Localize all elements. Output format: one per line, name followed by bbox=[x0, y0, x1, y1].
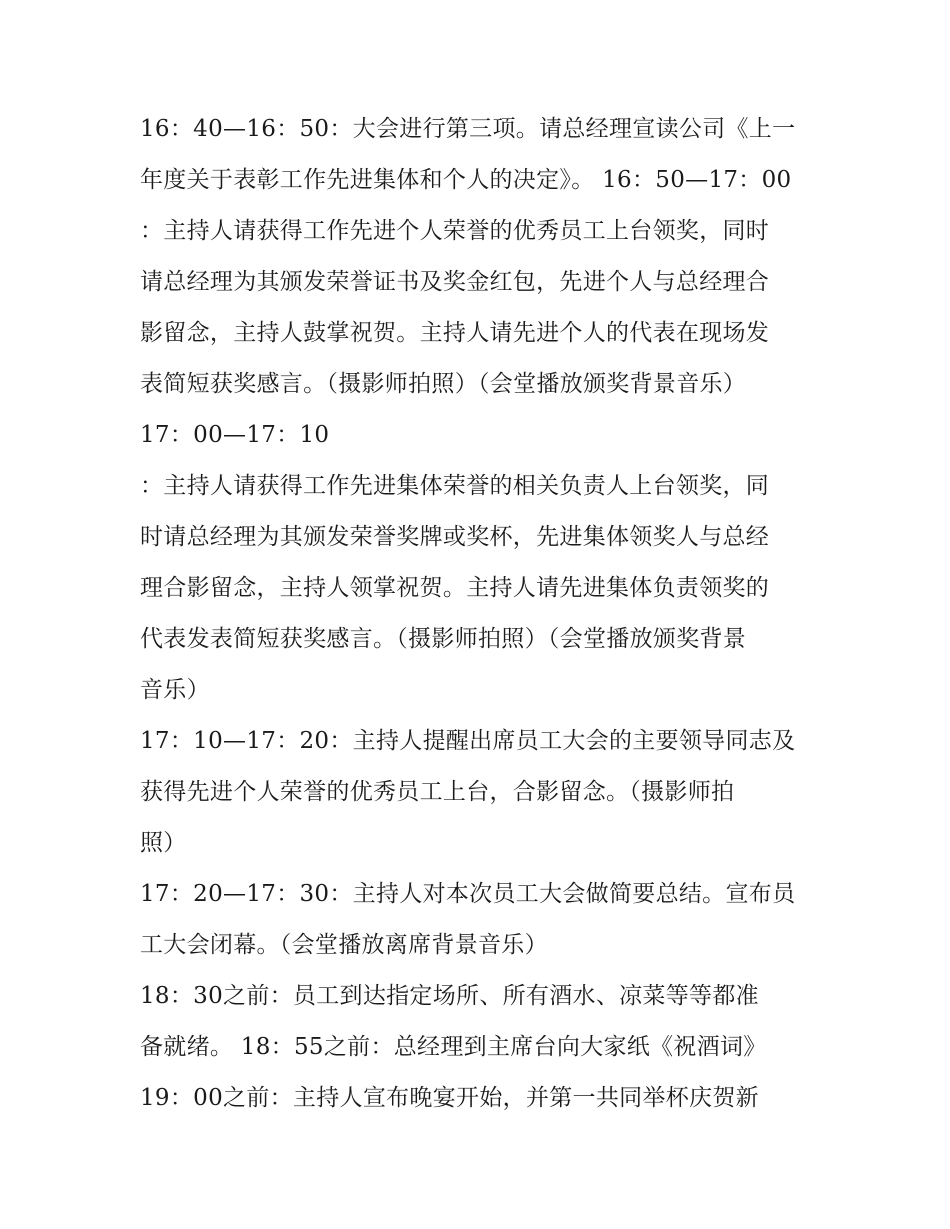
text-line: 时请总经理为其颁发荣誉奖牌或奖杯，先进集体领奖人与总经 bbox=[140, 524, 770, 550]
text-line: 理合影留念，主持人领掌祝贺。主持人请先进集体负责领奖的 bbox=[140, 575, 770, 601]
text-line: 备就绪。 18：55之前：总经理到主席台向大家纸《祝酒词》 bbox=[140, 1034, 767, 1060]
text-line: 16：40—16：50：大会进行第三项。请总经理宣读公司《上一 bbox=[140, 116, 796, 142]
text-line: 表简短获奖感言。（摄影师拍照）（会堂播放颁奖背景音乐） bbox=[140, 371, 747, 397]
text-line: 请总经理为其颁发荣誉证书及奖金红包，先进个人与总经理合 bbox=[140, 269, 770, 295]
text-line: 照） bbox=[140, 830, 187, 856]
text-line: 音乐） bbox=[140, 677, 210, 703]
text-line: 年度关于表彰工作先进集体和个人的决定》。 16：50—17：00 bbox=[140, 167, 792, 193]
text-line: 代表发表简短获奖感言。（摄影师拍照）（会堂播放颁奖背景 bbox=[140, 626, 747, 652]
document-body bbox=[140, 104, 820, 1124]
text-line: 17：10—17：20：主持人提醒出席员工大会的主要领导同志及 bbox=[140, 728, 796, 754]
text-line: 17：20—17：30：主持人对本次员工大会做简要总结。宣布员 bbox=[140, 881, 796, 907]
text-line: 获得先进个人荣誉的优秀员工上台，合影留念。（摄影师拍 bbox=[140, 779, 735, 805]
text-line: 19：00之前：主持人宣布晚宴开始，并第一共同举杯庆贺新 bbox=[140, 1085, 759, 1111]
text-line: 工大会闭幕。（会堂播放离席背景音乐） bbox=[140, 932, 548, 958]
text-line: ：主持人请获得工作先进集体荣誉的相关负责人上台领奖，同 bbox=[140, 473, 770, 499]
text-line: 影留念，主持人鼓掌祝贺。主持人请先进个人的代表在现场发 bbox=[140, 320, 770, 346]
text-line: ：主持人请获得工作先进个人荣誉的优秀员工上台领奖，同时 bbox=[140, 218, 770, 244]
text-line: 18：30之前：员工到达指定场所、所有酒水、凉菜等等都准 bbox=[140, 983, 759, 1009]
text-line: 17：00—17：10 bbox=[140, 422, 330, 448]
